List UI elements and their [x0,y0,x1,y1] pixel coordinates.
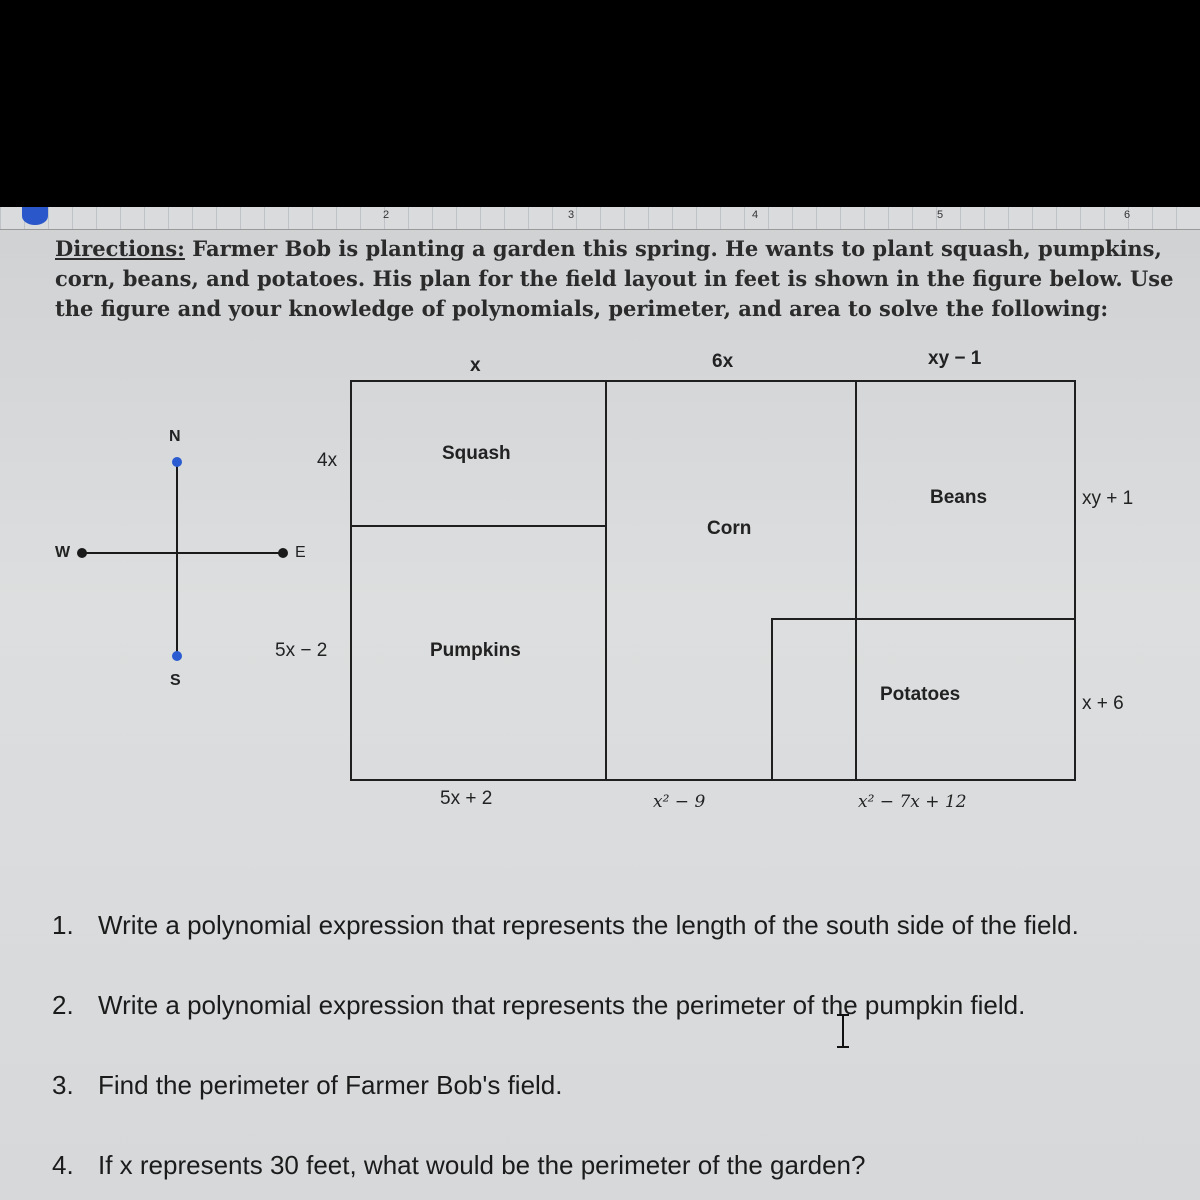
ruler-number: 3 [568,209,575,221]
dim-squash-height: 4x [317,450,338,471]
question-text: Write a polynomial expression that represents the length of the south side of the field. [98,910,1079,940]
question-text: Find the perimeter of Farmer Bob's field. [98,1070,563,1100]
label-corn: Corn [707,518,752,539]
directions-text: Farmer Bob is planting a garden this spring. He wants to plant squash, pumpkins, corn, beans, and potatoes. His plan for the field layout in feet is shown in the figure below. Use the figure and your knowledge of polynomials, perimeter, and area to solve the following: [55,236,1174,321]
question-number: 1. [52,910,74,940]
question-number: 3. [52,1070,74,1100]
question-text: If x represents 30 feet, what would be the perimeter of the garden? [98,1150,866,1180]
text-cursor-icon [832,1012,854,1050]
dim-pumpkins-height: 5x − 2 [275,640,328,661]
question-1 [52,910,1079,941]
ruler-number: 4 [752,209,759,221]
question-text: Write a polynomial expression that represents the perimeter of the pumpkin field. [98,990,1026,1020]
label-potatoes: Potatoes [880,684,961,705]
dim-squash-width: x [470,355,481,376]
question-4 [52,1150,865,1181]
dim-potatoes-width: x² − 7x + 12 [858,792,967,812]
compass-east: E [295,544,306,561]
ruler[interactable] [0,207,1200,230]
dim-corn-width: 6x [712,351,734,372]
dim-potatoes-height: x + 6 [1082,693,1124,714]
compass-north: N [169,428,181,445]
question-number: 4. [52,1150,74,1180]
tab-stop-icon[interactable] [22,207,48,225]
question-3 [52,1070,562,1101]
compass-south: S [170,672,181,689]
ruler-number: 2 [383,209,390,221]
question-2 [52,990,1025,1021]
ruler-number: 5 [937,209,944,221]
label-pumpkins: Pumpkins [430,640,521,661]
compass-west: W [55,544,71,561]
dim-pumpkins-width: 5x + 2 [440,788,493,809]
label-squash: Squash [442,443,511,464]
dim-corn-bottom: x² − 9 [653,792,706,812]
ruler-number: 6 [1124,209,1131,221]
label-beans: Beans [930,487,988,508]
dim-beans-width: xy − 1 [928,348,982,369]
question-number: 2. [52,990,74,1020]
directions-heading: Directions: [55,236,185,261]
dim-beans-height: xy + 1 [1082,488,1134,509]
directions-paragraph [55,234,1180,324]
